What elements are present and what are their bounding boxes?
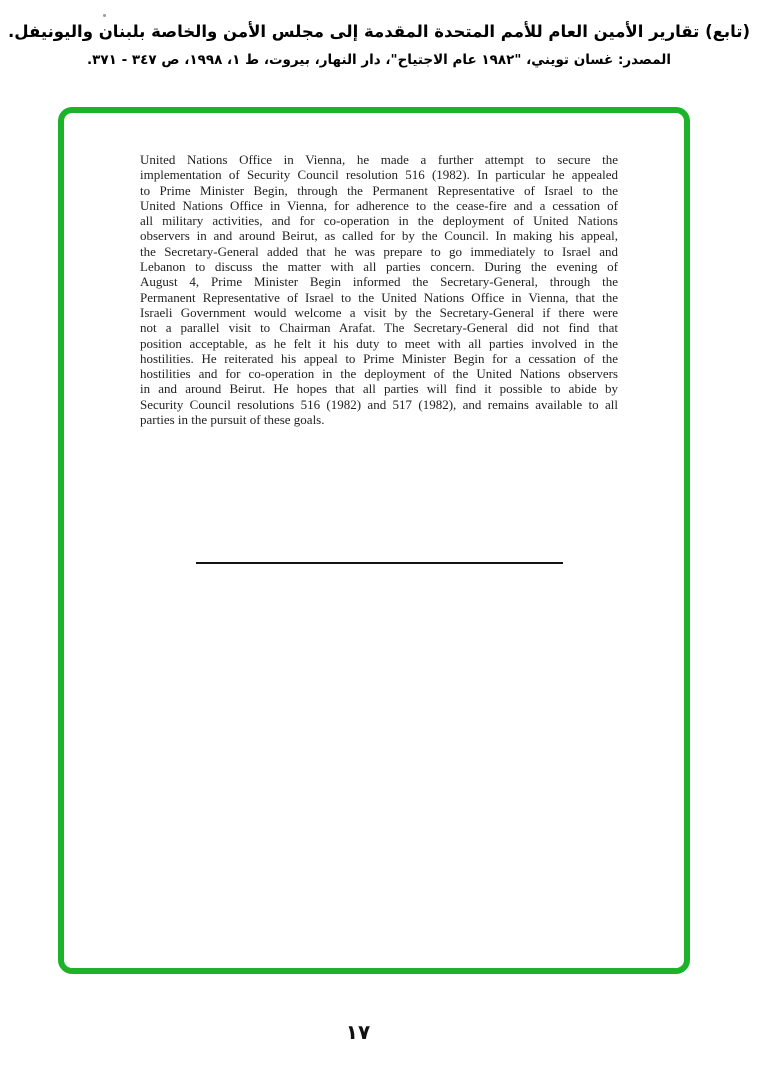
paragraph-line: all military activities, and for co-operation in the deployment of United Nations: [140, 213, 618, 229]
paragraph-line: observers in and around Beirut, as called for by the Council. In making his appeal,: [140, 228, 618, 244]
scan-artifact-dot: [103, 14, 106, 17]
paragraph-line: hostilities and for co-operation in the deployment of the United Nations observers: [140, 366, 618, 382]
paragraph-line-last: parties in the pursuit of these goals.: [140, 412, 325, 428]
paragraph-line: hostilities. He reiterated his appeal to Prime Minister Begin for a cessation of the: [140, 350, 618, 366]
paragraph-line: position acceptable, as he felt it his duty to meet with all parties involved in the: [140, 335, 618, 351]
header-source-arabic: المصدر: غسان تويني، "١٩٨٢ عام الاجتياح"، دار النهار، بيروت، ط ١، ١٩٩٨، ص ٣٤٧ - ٣٧١.: [87, 52, 671, 68]
paragraph-line: Permanent Representative of Israel to the United Nations Office in Vienna, that the: [140, 289, 618, 305]
document-frame: [58, 107, 690, 974]
page-number: ١٧: [345, 1020, 371, 1044]
paragraph-line: not a parallel visit to Chairman Arafat. The Secretary-General did not find that: [140, 320, 618, 336]
paragraph-line: in and around Beirut. He hopes that all parties will find it possible to abide by: [140, 381, 618, 397]
paragraph-line: Lebanon to discuss the matter with all parties concern. During the evening of: [140, 259, 618, 275]
paragraph-line: United Nations Office in Vienna, for adherence to the cease-fire and a cessation of: [140, 197, 618, 213]
paragraph-line: August 4, Prime Minister Begin informed the Secretary-General, through the: [140, 274, 618, 290]
header-title-arabic: (تابع) تقارير الأمين العام للأمم المتحدة المقدمة إلى مجلس الأمن والخاصة بلبنان واليونيفل.: [7, 22, 751, 41]
paragraph-line: implementation of Security Council resolution 516 (1982). In particular he appealed: [140, 167, 618, 183]
paragraph-line: the Secretary-General added that he was prepare to go immediately to Israel and: [140, 243, 618, 259]
paragraph-line: United Nations Office in Vienna, he made a further attempt to secure the: [140, 152, 618, 167]
paragraph-line: Israeli Government would welcome a visit by the Secretary-General if there were: [140, 304, 618, 320]
paragraph-line: Security Council resolutions 516 (1982) and 517 (1982), and remains available to all: [140, 396, 618, 412]
paragraph-line: to Prime Minister Begin, through the Permanent Representative of Israel to the: [140, 182, 618, 198]
document-paragraph: [140, 152, 618, 427]
horizontal-divider: [196, 562, 563, 564]
